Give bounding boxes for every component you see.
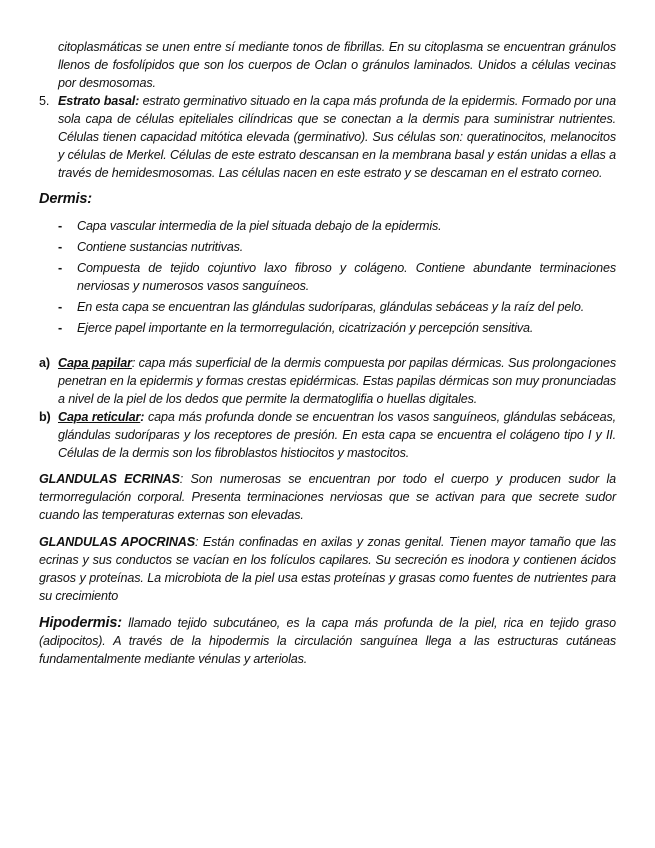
bullet-text: Compuesta de tejido cojuntivo laxo fibroso y colágeno. Contiene abundante terminaciones nerviosas y numerosos vasos sanguíneos. [77, 261, 616, 293]
hipodermis-text: llamado tejido subcutáneo, es la capa más profunda de la piel, rica en tejido graso (adipocitos). A través de la hipodermis la circulación sanguínea llega a las estructuras cutáneas fundamentalmente mediante vénulas y arteriolas. [39, 616, 616, 666]
capa-reticular-body [58, 408, 616, 462]
capa-reticular-letter: b) [39, 410, 51, 424]
item5-title: Estrato basal: [58, 94, 140, 108]
item5-estrato-basal [39, 92, 616, 182]
bullet-dash: - [58, 219, 63, 233]
list-item [58, 238, 616, 256]
bullet-dash: - [58, 321, 63, 335]
capa-papilar-item [39, 354, 616, 408]
ecrinas-title: GLANDULAS ECRINAS [39, 472, 180, 486]
capa-papilar-letter: a) [39, 356, 50, 370]
bullet-text: Ejerce papel importante en la termorregulación, cicatrización y percepción sensitiva. [77, 321, 534, 335]
bullet-dash: - [58, 240, 63, 254]
capa-reticular-item [39, 408, 616, 462]
bullet-dash: - [58, 300, 63, 314]
capa-reticular-colon: : [140, 410, 145, 424]
list-item [58, 259, 616, 295]
capa-reticular-title: Capa reticular [58, 410, 141, 424]
capa-papilar-text: : capa más superficial de la dermis compuesta por papilas dérmicas. Sus prolongaciones penetran en la epidermis y formas crestas epidérmicas. Estas papilas dérmicas son muy pronunciadas a nivel de la piel de los dedos que permite la dermatoglifia o huellas digitales. [58, 356, 616, 406]
item4-continuation: citoplasmáticas se unen entre sí mediante tonos de fibrillas. En su citoplasma se encuentran gránulos llenos de fosfolípidos que son los cuerpos de Oclan o gránulos laminados. Unidos a células vecinas por desmosomas. [58, 40, 616, 90]
capa-reticular-text: capa más profunda donde se encuentran los vasos sanguíneos, glándulas sebáceas, glándulas sudoríparas y los receptores de presión. En esta capa se encuentra el colágeno tipo I y II. Células de la dermis son los fibroblastos histiocitos y mastocitos. [58, 410, 616, 460]
capa-papilar-body [58, 354, 616, 408]
list-item [58, 217, 616, 235]
apocrinas-text: : Están confinadas en axilas y zonas genital. Tienen mayor tamaño que las ecrinas y sus conductos se vacían en los folículos capilares. Su secreción es inodora y contienen ácidos grasos y proteínas. La microbiota de la piel usa estas proteínas y grasas como fuentes de nutrientes para su crecimiento [39, 535, 616, 603]
bullet-text: En esta capa se encuentran las glándulas sudoríparas, glándulas sebáceas y la raíz del pelo. [77, 300, 585, 314]
list-item [58, 319, 616, 337]
hipodermis-title: Hipodermis: [39, 615, 122, 631]
document-page [39, 38, 616, 668]
bullet-text: Contiene sustancias nutritivas. [77, 240, 244, 254]
dermis-bullet-list [58, 217, 616, 337]
item5-text: estrato germinativo situado en la capa más profunda de la epidermis. Formado por una sola capa de células epiteliales cilíndricas que se conectan a la dermis para suministrar nutrientes. Células tienen capacidad mitótica elevada (germinativo). Sus células son: queratinocitos, melanocitos y células de Merkel. Células de este estrato descansan en la membrana basal y están unidas a ellas a través de hemidesmosomas. Las células nacen en este estrato y se descaman en el estrato corneo. [58, 94, 616, 180]
bullet-dash: - [58, 261, 63, 275]
item5-number: 5. [39, 94, 50, 108]
bullet-text: Capa vascular intermedia de la piel situada debajo de la epidermis. [77, 219, 442, 233]
capa-papilar-title: Capa papilar [58, 356, 132, 370]
apocrinas-title: GLANDULAS APOCRINAS [39, 535, 195, 549]
ecrinas-text: : Son numerosas se encuentran por todo el cuerpo y producen sudor la termorregulación corporal. Presenta terminaciones nerviosas que se activan para que secrete sudor cuando las temperaturas externas son elevadas. [39, 472, 616, 522]
hipodermis-paragraph [39, 614, 616, 668]
ecrinas-paragraph [39, 470, 616, 524]
list-item [58, 298, 616, 316]
item5-body [58, 92, 616, 182]
dermis-heading: Dermis: [39, 191, 92, 207]
apocrinas-paragraph [39, 533, 616, 605]
